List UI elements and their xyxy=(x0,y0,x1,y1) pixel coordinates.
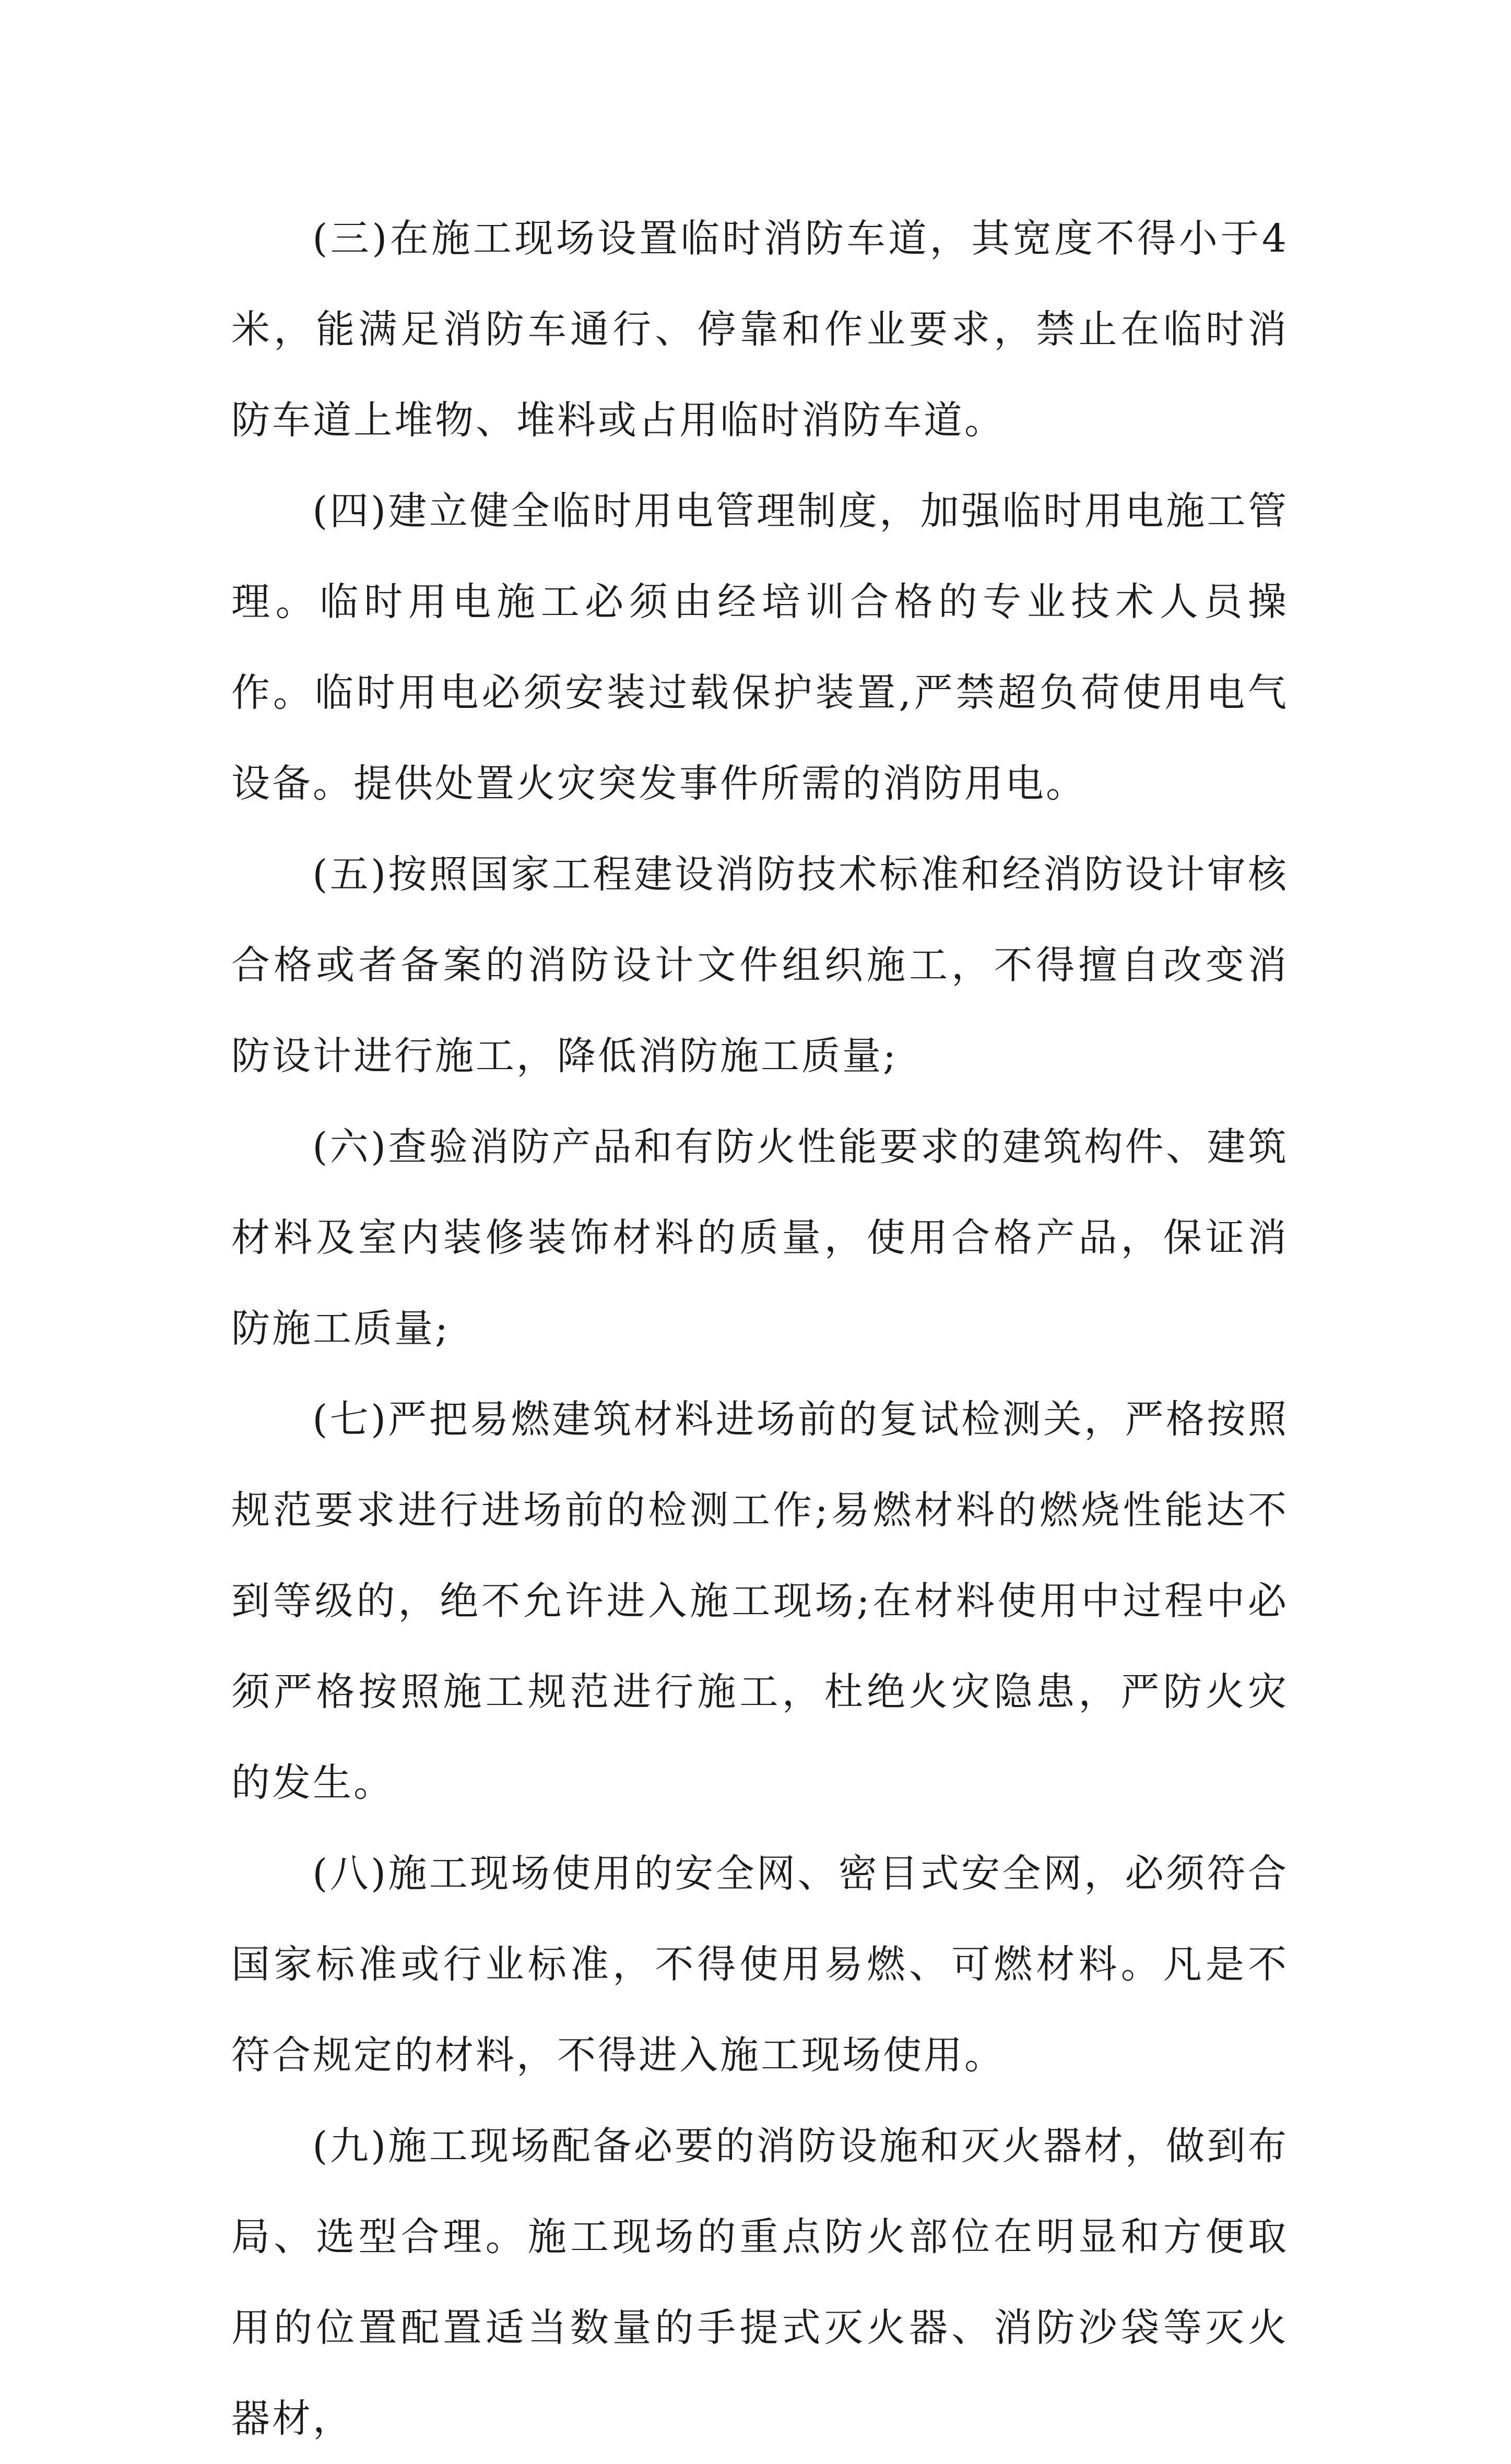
paragraph-item-9: (九)施工现场配备必要的消防设施和灭火器材，做到布局、选型合理。施工现场的重点防火部位在明显和方便取用的位置配置适当数量的手提式灭火器、消防沙袋等灭火器材， xyxy=(231,2124,1289,2441)
paragraph-item-3: (三)在施工现场设置临时消防车道，其宽度不得小于4米，能满足消防车通行、停靠和作业要求，禁止在临时消防车道上堆物、堆料或占用临时消防车道。 xyxy=(231,216,1289,443)
paragraph-item-6: (六)查验消防产品和有防火性能要求的建筑构件、建筑材料及室内装修装饰材料的质量，使用合格产品，保证消防施工质量; xyxy=(231,1124,1289,1351)
paragraph-item-4: (四)建立健全临时用电管理制度，加强临时用电施工管理。临时用电施工必须由经培训合格的专业技术人员操作。临时用电必须安装过载保护装置,严禁超负荷使用电气设备。提供处置火灾突发事件所需的消防用电。 xyxy=(231,489,1289,806)
paragraph-item-8: (八)施工现场使用的安全网、密目式安全网，必须符合国家标准或行业标准，不得使用易燃、可燃材料。凡是不符合规定的材料，不得进入施工现场使用。 xyxy=(231,1851,1289,2078)
paragraph-item-7: (七)严把易燃建筑材料进场前的复试检测关，严格按照规范要求进行进场前的检测工作;易燃材料的燃烧性能达不到等级的，绝不允许进入施工现场;在材料使用中过程中必须严格按照施工规范进行施工，杜绝火灾隐患，严防火灾的发生。 xyxy=(231,1397,1289,1805)
document-body xyxy=(231,193,1289,2464)
paragraph-item-5: (五)按照国家工程建设消防技术标准和经消防设计审核合格或者备案的消防设计文件组织施工，不得擅自改变消防设计进行施工，降低消防施工质量; xyxy=(231,852,1289,1079)
